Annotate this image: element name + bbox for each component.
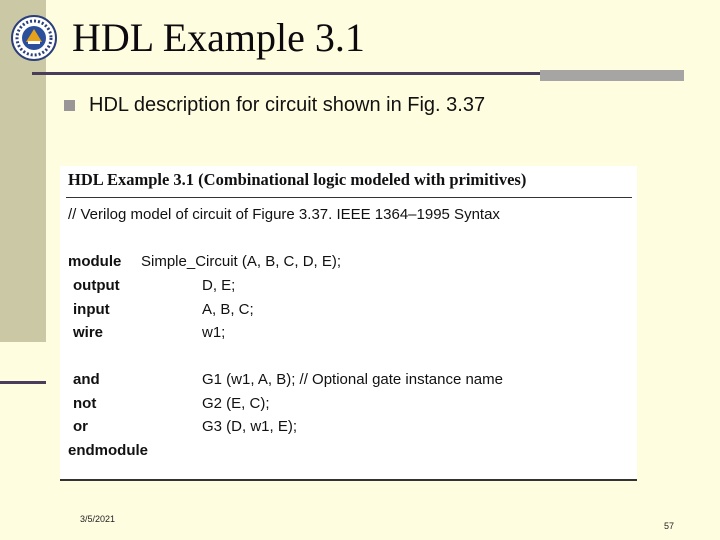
slide-title: HDL Example 3.1 <box>72 15 365 60</box>
figure-caption: HDL Example 3.1 (Combinational logic modeled with primitives) <box>68 170 527 189</box>
university-seal-icon <box>10 14 58 62</box>
bullet-text: HDL description for circuit shown in Fig. 3.37 <box>89 93 486 116</box>
code-keyword: input <box>73 301 110 318</box>
code-endmodule: endmodule <box>68 442 149 459</box>
code-keyword: or <box>73 418 88 435</box>
code-value: G1 (w1, A, B); // Optional gate instance name <box>202 371 503 388</box>
footer-page-number: 57 <box>664 521 675 531</box>
code-keyword: output <box>73 277 120 294</box>
code-value: G3 (D, w1, E); <box>202 418 298 435</box>
code-value: D, E; <box>202 277 236 294</box>
code-keyword: wire <box>73 324 104 341</box>
code-value: w1; <box>202 324 226 341</box>
left-decorative-rule <box>0 381 46 384</box>
code-figure <box>60 166 637 481</box>
code-module-keyword: module <box>68 253 122 270</box>
bullet-point <box>64 92 485 118</box>
code-comment: // Verilog model of circuit of Figure 3.37. IEEE 1364–1995 Syntax <box>68 206 500 223</box>
square-bullet-icon <box>64 100 75 111</box>
code-value: G2 (E, C); <box>202 395 270 412</box>
code-keyword: and <box>73 371 100 388</box>
title-accent-bar <box>540 70 684 81</box>
figure-caption-rule <box>66 197 632 198</box>
code-value: A, B, C; <box>202 301 254 318</box>
code-keyword: not <box>73 395 97 412</box>
footer-date: 3/5/2021 <box>80 514 116 524</box>
code-module-signature: Simple_Circuit (A, B, C, D, E); <box>141 253 342 270</box>
